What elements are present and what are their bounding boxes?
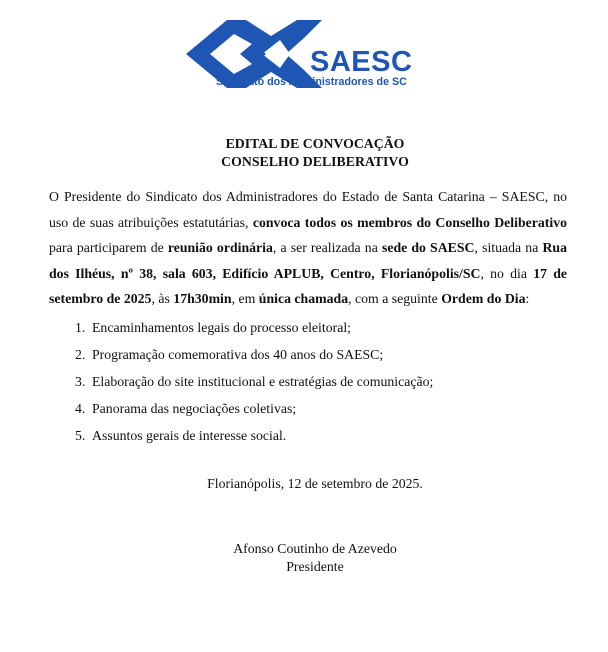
para-bold-2: reunião ordinária: [167, 240, 273, 256]
para-bold-3: sede do SAESC: [381, 240, 475, 256]
agenda-item: [75, 395, 555, 422]
para-text-9: :: [525, 291, 530, 307]
title-line-1: EDITAL DE CONVOCAÇÃO: [225, 136, 405, 151]
para-text-1: O Presidente do Sindicato dos Administradores do Estado de Santa Catarina – SAESC, no uso de suas atribuições estatutárias,: [49, 189, 567, 230]
agenda-text: Assuntos gerais de interesse social.: [92, 428, 287, 443]
convocation-paragraph: [49, 184, 567, 312]
agenda-number: 2.: [75, 347, 86, 362]
para-text-7: , em: [231, 291, 259, 307]
para-bold-4: Rua dos Ilhéus, nº 38, sala 603, Edifício APLUB, Centro, Florianópolis/SC: [49, 240, 567, 281]
para-text-3: , a ser realizada na: [272, 240, 382, 256]
agenda-number: 4.: [75, 401, 86, 416]
logo-wordmark: SAESC: [310, 46, 413, 78]
signatory-role: Presidente: [286, 559, 344, 574]
agenda-number: 5.: [75, 428, 86, 443]
agenda-item: [75, 368, 555, 395]
para-text-6: , às: [151, 291, 174, 307]
agenda-item: [75, 314, 555, 341]
para-bold-6: 17h30min: [173, 291, 232, 307]
saesc-logo: [182, 18, 432, 96]
agenda-number: 3.: [75, 374, 86, 389]
para-bold-1: convoca todos os membros do Conselho Deliberativo: [252, 214, 568, 230]
agenda-list: [75, 314, 555, 449]
para-text-2: para participarem de: [49, 240, 168, 256]
agenda-text: Panorama das negociações coletivas;: [92, 401, 297, 416]
agenda-number: 1.: [75, 320, 86, 335]
para-bold-7: única chamada: [258, 291, 349, 307]
agenda-text: Programação comemorativa dos 40 anos do SAESC;: [92, 347, 384, 362]
place-date: Florianópolis, 12 de setembro de 2025.: [207, 476, 423, 491]
agenda-item: [75, 341, 555, 368]
signature-block: [0, 540, 608, 576]
agenda-text: Encaminhamentos legais do processo eleitoral;: [92, 320, 351, 335]
title-line-2: CONSELHO DELIBERATIVO: [221, 154, 409, 169]
agenda-item: [75, 422, 555, 449]
para-bold-5: 17 de setembro de 2025: [49, 265, 568, 307]
para-text-5: , no dia: [480, 265, 534, 281]
agenda-text: Elaboração do site institucional e estratégias de comunicação;: [92, 374, 434, 389]
para-bold-8: Ordem do Dia: [441, 291, 526, 307]
document-title: [0, 135, 608, 171]
para-text-8: , com a seguinte: [348, 291, 442, 307]
logo-subtitle: Sindicato dos Administradores de SC: [216, 76, 407, 88]
signatory-name: Afonso Coutinho de Azevedo: [233, 541, 397, 556]
para-text-4: , situada na: [474, 240, 543, 256]
